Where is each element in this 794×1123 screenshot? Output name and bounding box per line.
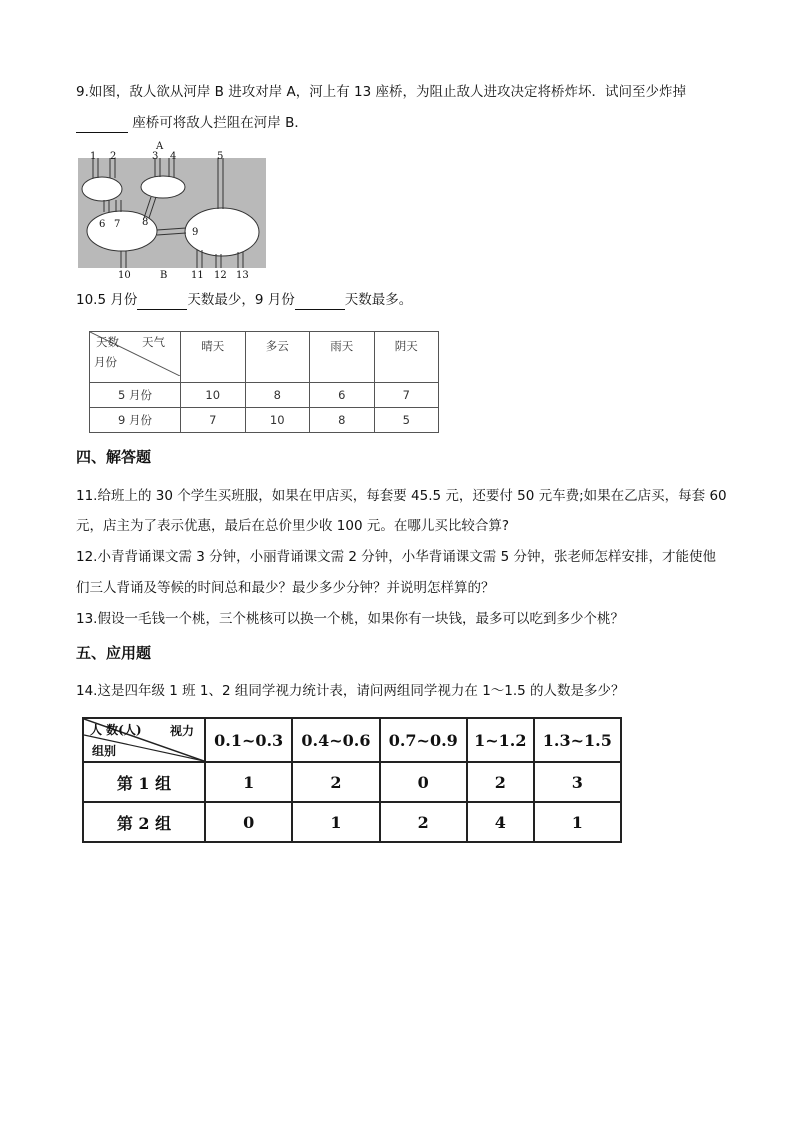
- bridge-label-12: 12: [214, 270, 227, 280]
- bridge-label-7: 7: [114, 219, 121, 230]
- vision-table-corner: [83, 718, 205, 762]
- table-row: [83, 802, 621, 842]
- col-rainy: 雨天: [310, 332, 375, 383]
- bridge-label-6: 6: [99, 219, 106, 230]
- vision-table-header: [83, 718, 621, 762]
- section-5-title: 五、应用题: [76, 644, 152, 662]
- table-cell: 0: [205, 802, 292, 842]
- bridge-label-5: 5: [217, 151, 224, 162]
- table-row: [90, 408, 439, 433]
- bridge-label-2: 2: [110, 151, 117, 162]
- q9-text-line1: 9.如图，敌人欲从河岸 B 进攻对岸 A，河上有 13 座桥，为阻止敌人进攻决定将桥炸坏．试问至少炸掉: [76, 84, 687, 100]
- vision-table: [82, 717, 622, 843]
- q9-line2-text: 座桥可将敌人拦阻在河岸 B．: [132, 115, 308, 131]
- corner-count: 人 数(人): [90, 723, 142, 737]
- row-label: 9 月份: [90, 408, 181, 433]
- table-cell: 8: [245, 383, 310, 408]
- bank-a-label: A: [156, 141, 164, 152]
- bridge-label-1: 1: [90, 151, 97, 162]
- table-cell: 1: [534, 802, 621, 842]
- q11-text-line2: 元，店主为了表示优惠，最后在总价里少收 100 元。在哪儿买比较合算?: [76, 518, 510, 534]
- corner-vision: 视力: [170, 724, 195, 738]
- bridge-label-10: 10: [118, 270, 131, 280]
- bridge-label-3: 3: [152, 151, 159, 162]
- table-cell: 10: [181, 383, 246, 408]
- q10-prefix: 10.5 月份: [76, 292, 138, 308]
- weather-table: [89, 331, 439, 433]
- bridge-label-9: 9: [192, 227, 199, 238]
- col-range-1: 0.1~0.3: [205, 718, 292, 762]
- row-label: 第 2 组: [83, 802, 205, 842]
- table-cell: 2: [292, 762, 379, 802]
- row-label: 5 月份: [90, 383, 181, 408]
- q10-middle: 天数最少，9 月份: [187, 292, 295, 308]
- table-cell: 10: [245, 408, 310, 433]
- q14-text: 14.这是四年级 1 班 1、2 组同学视力统计表，请问两组同学视力在 1～1.5 的人数是多少？: [76, 683, 625, 699]
- corner-days: 天数: [96, 335, 119, 349]
- q10-text: [76, 291, 412, 310]
- bridge-label-8: 8: [142, 217, 149, 228]
- table-cell: 2: [380, 802, 467, 842]
- row-label: 第 1 组: [83, 762, 205, 802]
- table-cell: 1: [205, 762, 292, 802]
- bridge-diagram: [78, 140, 268, 280]
- bank-b-label: B: [160, 270, 168, 280]
- corner-group: 组别: [92, 744, 117, 758]
- weather-table-corner: [90, 332, 181, 383]
- bridge-label-13: 13: [236, 270, 249, 280]
- section-4-title: 四、解答题: [76, 448, 152, 466]
- island-2: [141, 176, 185, 198]
- q13-text: 13.假设一毛钱一个桃，三个桃核可以换一个桃，如果你有一块钱，最多可以吃到多少个桃？: [76, 611, 624, 627]
- q10-suffix: 天数最多。: [344, 292, 413, 308]
- table-cell: 0: [380, 762, 467, 802]
- corner-month: 月份: [94, 355, 117, 369]
- table-cell: 8: [310, 408, 375, 433]
- col-overcast: 阴天: [374, 332, 439, 383]
- q12-text-line1: 12.小青背诵课文需 3 分钟，小丽背诵课文需 2 分钟，小华背诵课文需 5 分钟，张老师怎样安排，才能使他: [76, 549, 716, 565]
- col-cloudy: 多云: [245, 332, 310, 383]
- bridge-label-11: 11: [191, 270, 204, 280]
- table-cell: 5: [374, 408, 439, 433]
- weather-table-header: [90, 332, 439, 383]
- corner-weather: 天气: [142, 335, 165, 349]
- col-range-2: 0.4~0.6: [292, 718, 379, 762]
- q9-text-line2: [76, 114, 308, 133]
- table-cell: 7: [181, 408, 246, 433]
- q11-text-line1: 11.给班上的 30 个学生买班服，如果在甲店买，每套要 45.5 元，还要付 50 元车费;如果在乙店买，每套 60: [76, 488, 727, 504]
- bridge-label-4: 4: [170, 151, 177, 162]
- island-1: [82, 177, 122, 201]
- table-cell: 6: [310, 383, 375, 408]
- col-sunny: 晴天: [181, 332, 246, 383]
- table-row: [90, 383, 439, 408]
- q10-blank-2[interactable]: [295, 291, 345, 310]
- q10-blank-1[interactable]: [137, 291, 187, 310]
- table-cell: 7: [374, 383, 439, 408]
- col-range-4: 1~1.2: [467, 718, 534, 762]
- table-cell: 3: [534, 762, 621, 802]
- table-cell: 1: [292, 802, 379, 842]
- col-range-5: 1.3~1.5: [534, 718, 621, 762]
- table-row: [83, 762, 621, 802]
- q12-text-line2: 们三人背诵及等候的时间总和最少？最少多少分钟？并说明怎样算的？: [76, 580, 495, 596]
- table-cell: 2: [467, 762, 534, 802]
- q9-answer-blank[interactable]: [76, 114, 128, 133]
- table-cell: 4: [467, 802, 534, 842]
- col-range-3: 0.7~0.9: [380, 718, 467, 762]
